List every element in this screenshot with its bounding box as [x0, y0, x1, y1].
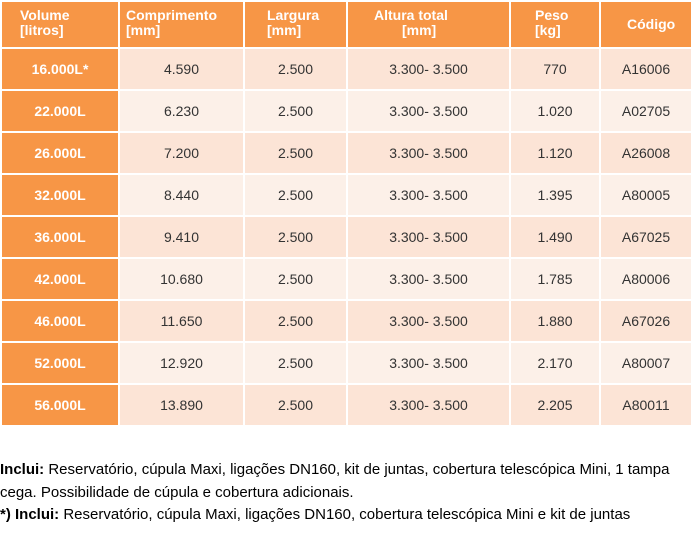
height-cell: 3.300- 3.500 — [347, 90, 510, 132]
weight-cell: 2.170 — [510, 342, 600, 384]
header-line: [kg] — [535, 22, 561, 38]
height-cell: 3.300- 3.500 — [347, 48, 510, 90]
header-line: Peso — [535, 7, 569, 23]
length-cell: 13.890 — [119, 384, 244, 426]
weight-cell: 1.120 — [510, 132, 600, 174]
width-cell: 2.500 — [244, 384, 347, 426]
table-row — [1, 90, 691, 132]
column-header-width — [244, 1, 347, 48]
code-cell: A16006 — [600, 48, 691, 90]
length-cell: 12.920 — [119, 342, 244, 384]
volume-cell: 42.000L — [1, 258, 119, 300]
table-row — [1, 48, 691, 90]
length-cell: 9.410 — [119, 216, 244, 258]
volume-cell: 16.000L* — [1, 48, 119, 90]
table-row — [1, 300, 691, 342]
header-line: Volume — [20, 7, 70, 23]
column-header-weight — [510, 1, 600, 48]
table-row — [1, 342, 691, 384]
code-cell: A67025 — [600, 216, 691, 258]
header-row — [1, 1, 691, 48]
height-cell: 3.300- 3.500 — [347, 384, 510, 426]
column-header-length — [119, 1, 244, 48]
weight-cell: 1.490 — [510, 216, 600, 258]
code-cell: A80006 — [600, 258, 691, 300]
header-line: Largura — [267, 7, 320, 23]
header-line: Código — [627, 16, 676, 32]
width-cell: 2.500 — [244, 342, 347, 384]
width-cell: 2.500 — [244, 174, 347, 216]
code-cell: A80011 — [600, 384, 691, 426]
weight-cell: 770 — [510, 48, 600, 90]
code-cell: A26008 — [600, 132, 691, 174]
height-cell: 3.300- 3.500 — [347, 174, 510, 216]
table-row — [1, 384, 691, 426]
length-cell: 10.680 — [119, 258, 244, 300]
volume-cell: 56.000L — [1, 384, 119, 426]
includes-text: Reservatório, cúpula Maxi, ligações DN160, kit de juntas, cobertura telescópica Mini, 1 tampa cega. Possibilidade de cúpula e cobertura adicionais. — [0, 461, 670, 501]
height-cell: 3.300- 3.500 — [347, 342, 510, 384]
weight-cell: 2.205 — [510, 384, 600, 426]
header-line: [mm] — [402, 22, 437, 38]
height-cell: 3.300- 3.500 — [347, 258, 510, 300]
width-cell: 2.500 — [244, 300, 347, 342]
volume-cell: 36.000L — [1, 216, 119, 258]
asterisk-includes-label: *) Inclui: — [0, 506, 60, 523]
width-cell: 2.500 — [244, 48, 347, 90]
column-header-volume — [1, 1, 119, 48]
volume-cell: 26.000L — [1, 132, 119, 174]
volume-cell: 22.000L — [1, 90, 119, 132]
weight-cell: 1.395 — [510, 174, 600, 216]
header-line: [mm] — [126, 22, 161, 38]
volume-cell: 32.000L — [1, 174, 119, 216]
weight-cell: 1.020 — [510, 90, 600, 132]
width-cell: 2.500 — [244, 132, 347, 174]
height-cell: 3.300- 3.500 — [347, 216, 510, 258]
length-cell: 6.230 — [119, 90, 244, 132]
width-cell: 2.500 — [244, 90, 347, 132]
width-cell: 2.500 — [244, 258, 347, 300]
code-cell: A80005 — [600, 174, 691, 216]
notes-section — [0, 459, 691, 527]
volume-cell: 46.000L — [1, 300, 119, 342]
header-line: Comprimento — [126, 7, 217, 23]
height-cell: 3.300- 3.500 — [347, 132, 510, 174]
width-cell: 2.500 — [244, 216, 347, 258]
asterisk-includes-text: Reservatório, cúpula Maxi, ligações DN160, cobertura telescópica Mini e kit de juntas — [59, 506, 631, 523]
code-cell: A80007 — [600, 342, 691, 384]
length-cell: 8.440 — [119, 174, 244, 216]
volume-cell: 52.000L — [1, 342, 119, 384]
table-row — [1, 174, 691, 216]
column-header-code — [600, 1, 691, 48]
code-cell: A67026 — [600, 300, 691, 342]
header-line: [mm] — [267, 22, 302, 38]
length-cell: 11.650 — [119, 300, 244, 342]
length-cell: 7.200 — [119, 132, 244, 174]
table-row — [1, 258, 691, 300]
height-cell: 3.300- 3.500 — [347, 300, 510, 342]
includes-label: Inclui: — [0, 461, 45, 478]
weight-cell: 1.880 — [510, 300, 600, 342]
code-cell: A02705 — [600, 90, 691, 132]
column-header-height — [347, 1, 510, 48]
header-line: [litros] — [20, 22, 64, 38]
includes-note — [0, 459, 691, 504]
weight-cell: 1.785 — [510, 258, 600, 300]
asterisk-includes-note — [0, 504, 691, 527]
table-row — [1, 216, 691, 258]
header-line: Altura total — [374, 7, 448, 23]
length-cell: 4.590 — [119, 48, 244, 90]
table-row — [1, 132, 691, 174]
